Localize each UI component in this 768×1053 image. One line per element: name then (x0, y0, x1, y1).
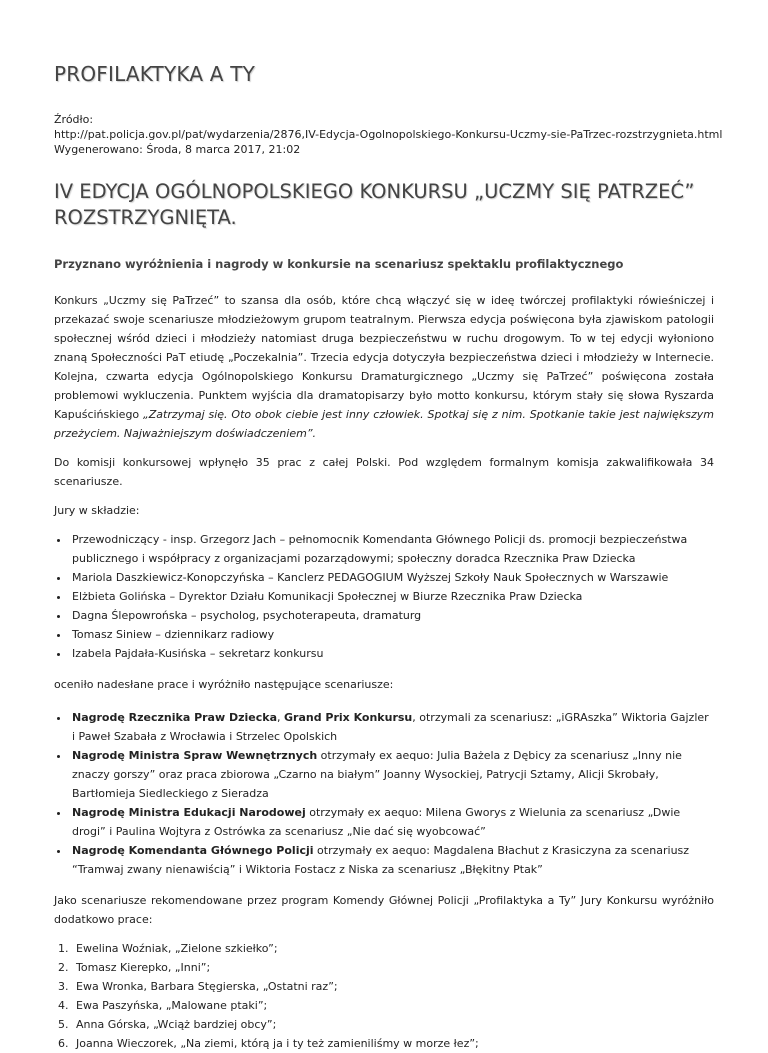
site-title: PROFILAKTYKA A TY (54, 62, 256, 86)
jury-member: • Elżbieta Golińska – Dyrektor Działu Komunikacji Społecznej w Biurze Rzecznika Praw Dziecka (70, 587, 714, 606)
award-name: Grand Prix Konkursu (284, 711, 413, 724)
jury-member: • Izabela Pajdała-Kusińska – sekretarz konkursu (70, 644, 714, 663)
recommended-paragraph: Jako scenariusze rekomendowane przez program Komendy Głównej Policji „Profilaktyka a Ty” Jury Konkursu wyróżniło dodatkowo prace: (54, 894, 714, 926)
jury-list (54, 530, 714, 663)
generated-date: Wygenerowano: Środa, 8 marca 2017, 21:02 (54, 143, 301, 156)
recommended-item: 3. Ewa Wronka, Barbara Stęgierska, „Ostatni raz”; (72, 977, 714, 996)
intro-paragraph (54, 291, 714, 443)
source-url[interactable]: http://pat.policja.gov.pl/pat/wydarzenia/2876,IV-Edycja-Ogolnopolskiego-Konkursu-Uczmy-sie-PaTrzec-rozstrzygnieta.html (54, 128, 723, 141)
award-text: , otrzymali za scenariusz: „iGRAszka” Wiktoria Gajzler i Paweł Szabała z Wrocławia i Strzelec Opolskich (72, 711, 709, 743)
award-name: Nagrodę Ministra Spraw Wewnętrznych (72, 749, 318, 762)
recommended-item: 5. Anna Górska, „Wciąż bardziej obcy”; (72, 1015, 714, 1034)
recommended-list (54, 939, 714, 1053)
awards-list (54, 708, 714, 879)
award-item (70, 841, 714, 879)
jury-member: • Przewodniczący - insp. Grzegorz Jach – pełnomocnik Komendanta Głównego Policji ds. promocji bezpieczeństwa publicznego i współpracy z organizacjami pozarządowymi; społeczny doradca Rzecznika Praw Dziecka (70, 530, 714, 568)
award-name: Nagrodę Ministra Edukacji Narodowej (72, 806, 306, 819)
article-lead: Przyznano wyróżnienia i nagrody w konkursie na scenariusz spektaklu profilaktycznego (54, 257, 624, 271)
award-text: otrzymały ex aequo: Julia Bażela z Dębicy za scenariusz „Inny nie znaczy gorszy” oraz praca zbiorowa „Czarno na białym” Joanny Wysockiej, Patrycji Sztamy, Alicji Skrobały, Bartłomieja Siedleckiego z Sieradza (72, 749, 682, 800)
award-name: Nagrodę Rzecznika Praw Dziecka (72, 711, 277, 724)
award-item (70, 708, 714, 746)
recommended-item: 1. Ewelina Woźniak, „Zielone szkiełko”; (72, 939, 714, 958)
award-item (70, 803, 714, 841)
jury-member: • Mariola Daszkiewicz-Konopczyńska – Kanclerz PEDAGOGIUM Wyższej Szkoły Nauk Społecznych w Warszawie (70, 568, 714, 587)
jury-member: • Tomasz Siniew – dziennikarz radiowy (70, 625, 714, 644)
jury-label: Jury w składzie: (54, 504, 140, 517)
source-meta (54, 112, 723, 157)
award-item (70, 746, 714, 803)
evaluated-paragraph: oceniło nadesłane prace i wyróżniło następujące scenariusze: (54, 678, 394, 691)
award-name: Nagrodę Komendanta Głównego Policji (72, 844, 314, 857)
source-label: Źródło: (54, 113, 94, 126)
recommended-item: 2. Tomasz Kierepko, „Inni”; (72, 958, 714, 977)
award-separator: , (277, 711, 284, 724)
award-text: otrzymały ex aequo: Magdalena Błachut z Krasiczyna za scenariusz “Tramwaj zwany nienawiścią” i Wiktoria Fostacz z Niska za scenariusz „Błękitny Ptak” (72, 844, 690, 876)
intro-text: Konkurs „Uczmy się PaTrzeć” to szansa dla osób, które chcą włączyć się w ideę twórczej profilaktyki rówieśniczej i przekazać swoje scenariusze młodzieżowym grupom teatralnym. Pierwsza edycja poświęcona była zjawiskom patologii społecznej wśród dzieci i młodzieży natomiast druga bezpieczeństwu w ruchu drogowym. To w tej edycji wyłoniono znaną Społeczności PaT etiudę „Poczekalnia”. Trzecia edycja dotyczyła bezpieczeństwa dzieci i młodzieży w Internecie. Kolejna, czwarta edycja Ogólnopolskiego Konkursu Dramaturgicznego „Uczmy się PaTrzeć” poświęcona została problemowi wykluczenia. Punktem wyjścia dla dramatopisarzy było motto konkursu, którym stały się słowa Ryszarda Kapuścińskiego (54, 294, 714, 421)
intro-quote: „Zatrzymaj się. Oto obok ciebie jest inny człowiek. Spotkaj się z nim. Spotkanie takie jest największym przeżyciem. Najważniejszym doświadczeniem”. (54, 408, 714, 440)
recommended-item: 6. Joanna Wieczorek, „Na ziemi, którą ja i ty też zamieniliśmy w morze łez”; (72, 1034, 714, 1053)
article-title: IV EDYCJA OGÓLNOPOLSKIEGO KONKURSU „UCZMY SIĘ PATRZEĆ” ROZSTRZYGNIĘTA. (54, 180, 695, 229)
submissions-paragraph: Do komisji konkursowej wpłynęło 35 prac z całej Polski. Pod względem formalnym komisja zakwalifikowała 34 scenariusze. (54, 456, 714, 488)
award-text: otrzymały ex aequo: Milena Gworys z Wielunia za scenariusz „Dwie drogi” i Paulina Wojtyra z Ostrówka za scenariusz „Nie dać się wyobcować” (72, 806, 681, 838)
recommended-item: 4. Ewa Paszyńska, „Malowane ptaki”; (72, 996, 714, 1015)
jury-member: • Dagna Ślepowrońska – psycholog, psychoterapeuta, dramaturg (70, 606, 714, 625)
